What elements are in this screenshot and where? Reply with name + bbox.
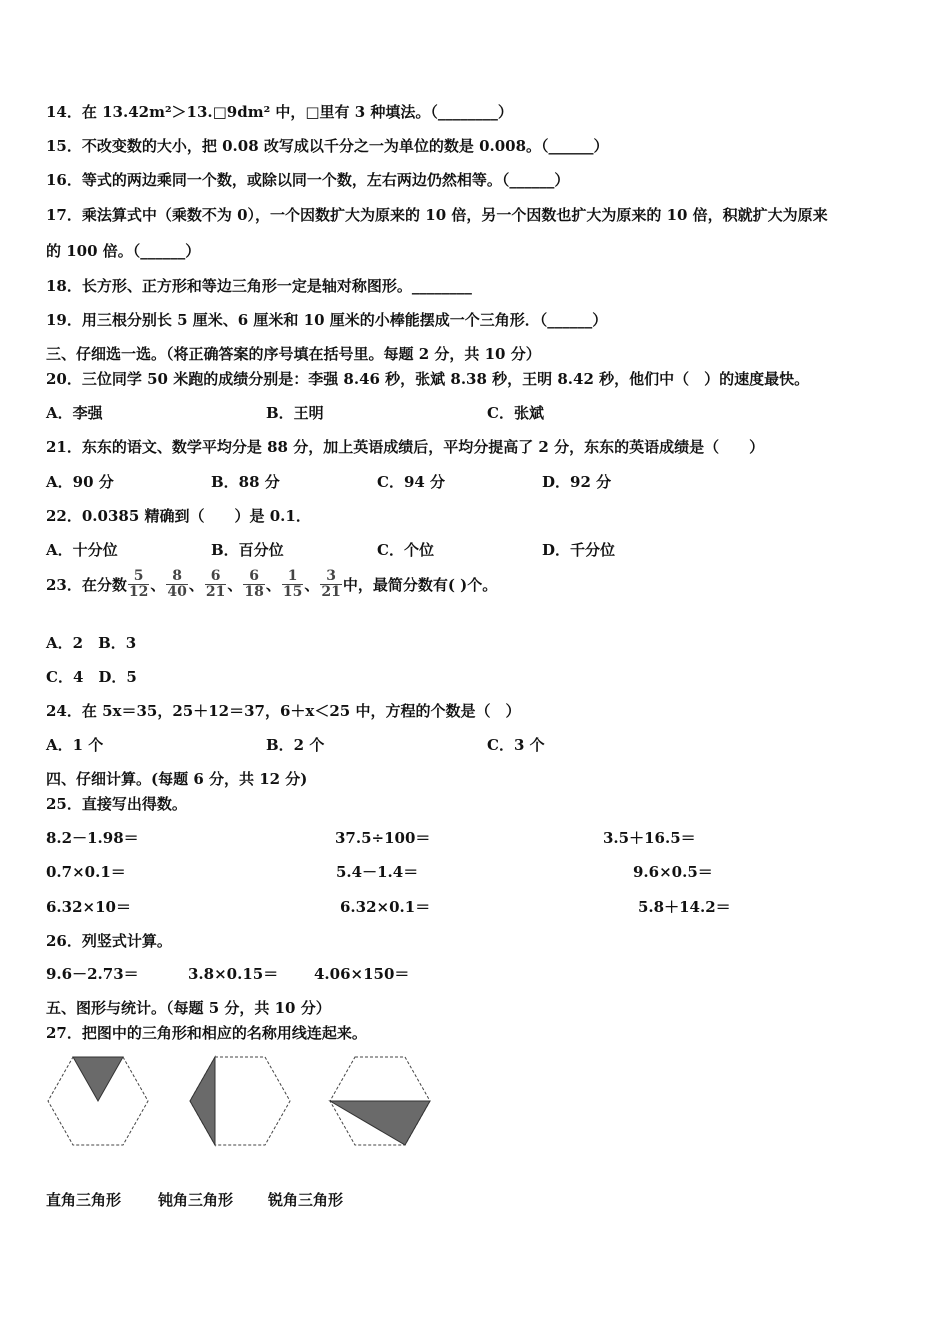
calc-item: 5.8＋14.2＝ [638, 898, 731, 916]
question-21: 21．东东的语文、数学平均分是 88 分，加上英语成绩后，平均分提高了 2 分，东东的英语成绩是（ ） [46, 438, 765, 456]
hexagon-figure-3 [328, 1055, 432, 1147]
q24-option-a: A．1 个 [46, 736, 104, 754]
section-3-heading: 三、仔细选一选。（将正确答案的序号填在括号里。每题 2 分，共 10 分） [46, 345, 541, 363]
q22-option-c: C．个位 [377, 541, 434, 559]
vertical-calc-item: 4.06×150＝ [314, 965, 410, 983]
label-obtuse-triangle: 钝角三角形 [158, 1191, 234, 1209]
fraction-6-18: $\frac{6}{18}$ [244, 568, 264, 600]
label-acute-triangle: 锐角三角形 [268, 1191, 344, 1209]
fraction-5-12: $\frac{5}{12}$ [128, 568, 149, 600]
q22-option-b: B．百分位 [211, 541, 284, 559]
question-27: 27．把图中的三角形和相应的名称用线连起来。 [46, 1024, 367, 1042]
q20-option-b: B．王明 [266, 404, 324, 422]
question-17: 17．乘法算式中（乘数不为 0），一个因数扩大为原来的 10 倍，另一个因数也扩大为原来的 10 倍，积就扩大为原来 [46, 206, 828, 224]
q20-option-a: A．李强 [46, 404, 103, 422]
question-14: 14．在 13.42m²＞13.□9dm² 中，□里有 3 种填法。（________） [46, 103, 513, 121]
q23-options-row-1: A．2 B．3 [46, 634, 137, 652]
question-17-continued: 的 100 倍。（______） [46, 242, 201, 260]
q20-option-c: C．张斌 [487, 404, 544, 422]
calc-item: 0.7×0.1＝ [46, 863, 126, 881]
vertical-calc-item: 3.8×0.15＝ [188, 965, 279, 983]
question-22: 22．0.0385 精确到（ ）是 0.1． [46, 507, 311, 525]
calc-item: 8.2－1.98＝ [46, 829, 139, 847]
fraction-3-21: $\frac{3}{21}$ [321, 568, 341, 600]
question-16: 16．等式的两边乘同一个数，或除以同一个数，左右两边仍然相等。（______） [46, 171, 570, 189]
calc-item: 6.32×0.1＝ [340, 898, 431, 916]
question-15: 15．不改变数的大小，把 0.08 改写成以千分之一为单位的数是 0.008。（______） [46, 137, 609, 155]
calc-item: 3.5＋16.5＝ [603, 829, 696, 847]
calc-item: 5.4－1.4＝ [336, 863, 419, 881]
q21-option-c: C．94 分 [377, 473, 446, 491]
q24-option-c: C．3 个 [487, 736, 545, 754]
calc-item: 9.6×0.5＝ [633, 863, 713, 881]
q22-option-a: A．十分位 [46, 541, 118, 559]
q21-option-b: B．88 分 [211, 473, 280, 491]
fraction-8-40: $\frac{8}{40}$ [167, 568, 187, 600]
hexagon-figure-2 [188, 1055, 292, 1147]
question-23: 23．在分数 $\frac{5}{12}$ 、 $\frac{8}{40}$ 、 $\frac{6}{21}$ 、 $\frac{6}{18}$ 、 $\frac{1}{15}$ 、 $\frac{3}{21}$ 中，最简分数有( )个。 [46, 568, 498, 600]
q23-prefix: 23．在分数 [46, 576, 127, 594]
section-4-heading: 四、仔细计算。(每题 6 分，共 12 分) [46, 770, 308, 788]
fraction-6-21: $\frac{6}{21}$ [205, 568, 226, 600]
question-24: 24．在 5x＝35，25＋12＝37，6＋x＜25 中，方程的个数是（ ） [46, 702, 521, 720]
question-19: 19．用三根分别长 5 厘米、6 厘米和 10 厘米的小棒能摆成一个三角形．（______） [46, 311, 608, 329]
q24-option-b: B．2 个 [266, 736, 325, 754]
section-5-heading: 五、图形与统计。（每题 5 分，共 10 分） [46, 999, 331, 1017]
hexagon-figure-1 [46, 1055, 150, 1147]
vertical-calc-item: 9.6－2.73＝ [46, 965, 139, 983]
label-right-triangle: 直角三角形 [46, 1191, 122, 1209]
question-25: 25．直接写出得数。 [46, 795, 187, 813]
question-18: 18．长方形、正方形和等边三角形一定是轴对称图形。________ [46, 277, 472, 295]
q22-option-d: D．千分位 [542, 541, 616, 559]
calc-item: 6.32×10＝ [46, 898, 131, 916]
q23-options-row-2: C．4 D．5 [46, 668, 137, 686]
q23-suffix: 中，最简分数有( )个。 [342, 576, 498, 594]
question-26: 26．列竖式计算。 [46, 932, 172, 950]
q21-option-a: A．90 分 [46, 473, 114, 491]
calc-item: 37.5÷100＝ [335, 829, 431, 847]
fraction-1-15: $\frac{1}{15}$ [282, 568, 303, 600]
question-20: 20．三位同学 50 米跑的成绩分别是：李强 8.46 秒，张斌 8.38 秒，王明 8.42 秒，他们中（ ）的速度最快。 [46, 370, 810, 388]
q21-option-d: D．92 分 [542, 473, 612, 491]
